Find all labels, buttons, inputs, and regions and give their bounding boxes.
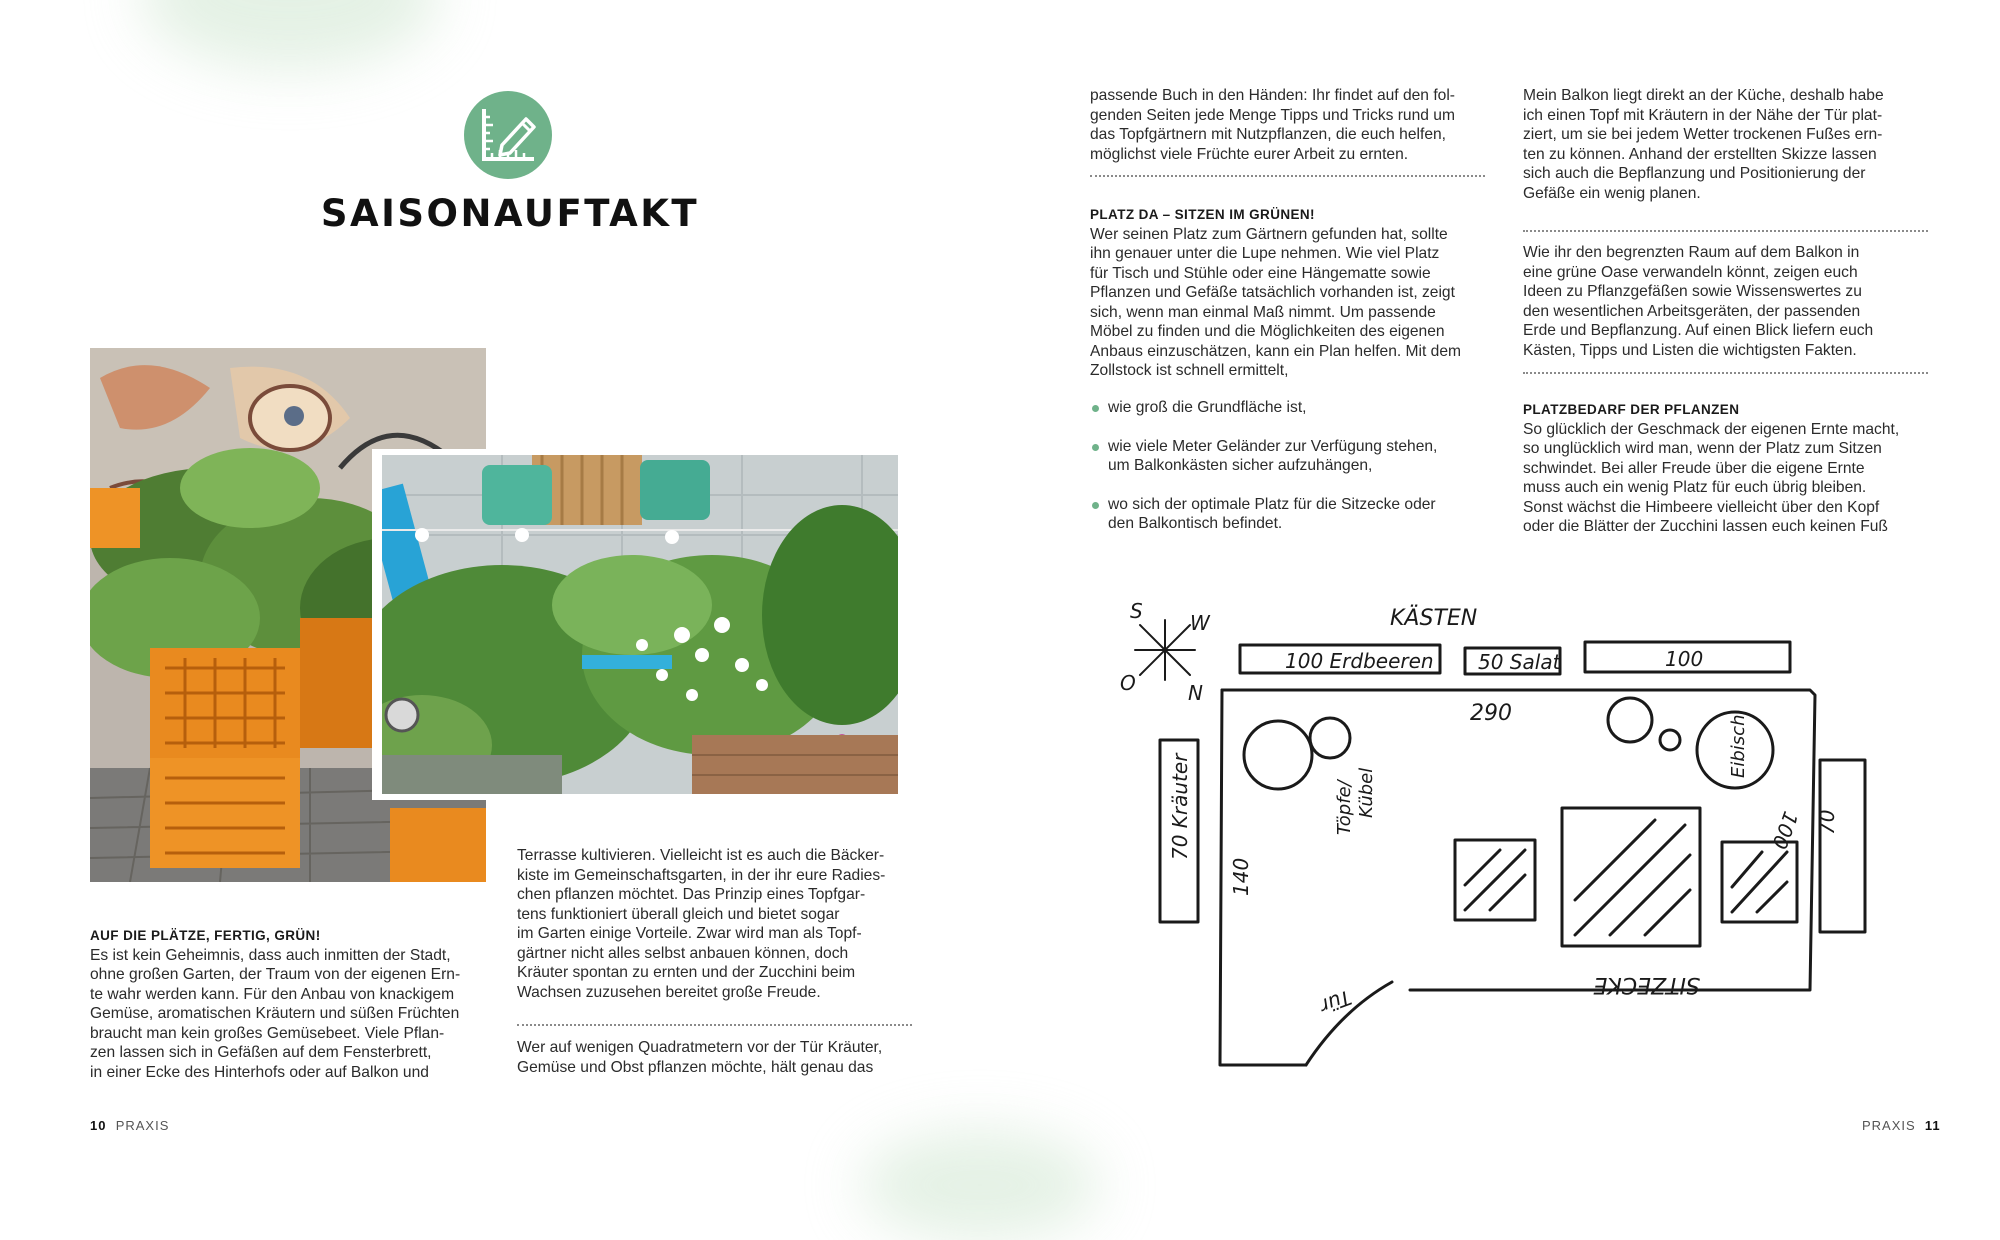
text-line: muss auch ein wenig Platz für euch übrig bleiben.: [1523, 479, 1867, 496]
text-line: chen pflanzen möchtet. Das Prinzip eines Topfgar-: [517, 886, 866, 903]
bullet-item: [1090, 437, 1470, 476]
text-line: sich auch die Bepflanzung und Positionierung der: [1523, 165, 1866, 182]
text-line: im Garten einige Vorteile. Zwar wird man als Topf-: [517, 925, 862, 942]
kaesten-label: KÄSTEN: [1390, 606, 1478, 631]
text-line: wie viele Meter Geländer zur Verfügung stehen,: [1108, 437, 1438, 455]
text-line: Sonst wächst die Himbeere vielleicht über den Kopf: [1523, 498, 1880, 516]
text-line: um Balkonkästen sicher aufzuhängen,: [1108, 457, 1373, 474]
watercolor-wash-bottom: [860, 1130, 1100, 1240]
column-4: [1523, 86, 1933, 203]
dotted-divider: [1090, 175, 1485, 177]
text-line: Terrasse kultivieren. Vielleicht ist es auch die Bäcker-: [517, 847, 885, 864]
text-line: Wachsen zuzusehen bereitet große Freude.: [517, 983, 821, 1001]
text-line: sich, wenn man einmal Maß nimmt. Um passende: [1090, 303, 1436, 321]
pot-circle: [1310, 718, 1350, 758]
text-line: Erde und Bepflanzung. Auf einen Blick liefern euch: [1523, 322, 1874, 339]
pot-circle: [1608, 698, 1652, 742]
right-label: 100: [1767, 808, 1803, 853]
compass-label: N: [1188, 681, 1203, 705]
text-line: in einer Ecke des Hinterhofs oder auf Balkon und: [90, 1063, 429, 1081]
pots-label: Töpfe/: [1334, 780, 1355, 835]
chair: [1722, 842, 1797, 922]
text-line: zen lassen sich in Gefäßen auf dem Fensterbrett,: [90, 1044, 432, 1061]
pots-label: Kübel: [1356, 767, 1377, 818]
text-line: wo sich der optimale Platz für die Sitzecke oder: [1108, 495, 1436, 513]
sitzecke-label: SITZECKE: [1593, 972, 1700, 997]
folio-left: [90, 1118, 169, 1133]
text-line: für Tisch und Stühle oder eine Hängematte sowie: [1090, 264, 1431, 282]
column-4b: [1523, 243, 1933, 360]
text-line: gärtner nicht alles selbst anbauen können, doch: [517, 944, 849, 962]
text-line: ziert, um sie bei jedem Wetter trockenen Fußes ern-: [1523, 126, 1883, 143]
ruler-pencil-icon: [464, 91, 552, 179]
text-line: den Balkontisch befindet.: [1108, 515, 1283, 532]
text-line: te wahr werden kann. Für den Anbau von knackigem: [90, 985, 455, 1003]
text-line: Wie ihr den begrenzten Raum auf dem Balkon in: [1523, 244, 1860, 261]
text-line: Möbel zu finden und die Möglichkeiten des eigenen: [1090, 323, 1445, 340]
text-line: oder die Blätter der Zucchini lassen euch keinen Fuß: [1523, 518, 1888, 535]
text-line: kiste im Gemeinschaftsgarten, in der ihr eure Radies-: [517, 866, 886, 884]
column-3: [1090, 86, 1490, 164]
balcony-sketch: [1110, 590, 1890, 1080]
section-heading-platz: PLATZ DA – SITZEN IM GRÜNEN!: [1090, 207, 1315, 222]
pot-circle: [1660, 730, 1680, 750]
plant-box: [1820, 760, 1865, 932]
text-line: Gemüse, aromatischen Kräutern und süßen Früchten: [90, 1005, 460, 1022]
height-label: 140: [1229, 857, 1253, 896]
text-line: ten zu können. Anhand der erstellten Skizze lassen: [1523, 145, 1877, 163]
text-line: Es ist kein Geheimnis, dass auch inmitten der Stadt,: [90, 946, 451, 964]
dotted-divider: [517, 1024, 912, 1026]
text-line: passende Buch in den Händen: Ihr findet auf den fol-: [1090, 87, 1455, 104]
column-2: [517, 846, 917, 1002]
text-line: das Topfgärtnern mit Nutzpflanzen, die euch helfen,: [1090, 126, 1446, 143]
box-label: 100 Erdbeeren: [1285, 649, 1434, 673]
box-label: 70 Kräuter: [1168, 753, 1192, 860]
text-line: tens funktioniert überall gleich und bietet sogar: [517, 905, 840, 923]
text-line: so unglücklich wird man, wenn der Platz zum Sitzen: [1523, 440, 1882, 457]
text-line: Gefäße ein wenig planen.: [1523, 184, 1701, 202]
bullet-list: [1090, 398, 1470, 553]
text-line: schwindet. Bei aller Freude über die eigene Ernte: [1523, 459, 1865, 477]
compass-label: S: [1130, 599, 1143, 623]
text-line: ihn genauer unter die Lupe nehmen. Wie viel Platz: [1090, 245, 1440, 262]
column-1: [90, 926, 490, 1082]
dotted-divider: [1523, 372, 1928, 374]
text-line: möglichst viele Früchte eurer Arbeit zu ernten.: [1090, 145, 1409, 163]
text-line: eine grüne Oase verwandeln könnt, zeigen euch: [1523, 263, 1858, 281]
box-label: 50 Salat: [1478, 650, 1561, 674]
text-line: Kästen, Tipps und Listen die wichtigsten Fakten.: [1523, 341, 1857, 359]
column-2b: [517, 1038, 917, 1077]
watercolor-wash-top: [140, 0, 440, 70]
table: [1562, 808, 1700, 946]
page-title: SAISONAUFTAKT: [320, 192, 700, 235]
width-label: 290: [1470, 701, 1512, 726]
chair: [1455, 840, 1535, 920]
text-line: braucht man kein großes Gemüsebeet. Viele Pflan-: [90, 1024, 445, 1042]
compass-label: O: [1120, 671, 1136, 695]
folio-label: PRAXIS: [1862, 1118, 1916, 1133]
compass-icon: [1135, 620, 1195, 680]
text-line: So glücklich der Geschmack der eigenen Ernte macht,: [1523, 420, 1900, 438]
text-line: Wer seinen Platz zum Gärtnern gefunden hat, sollte: [1090, 225, 1448, 243]
folio-right: [1862, 1118, 1941, 1133]
bullet-dot: [1092, 444, 1099, 451]
bullet-dot: [1092, 502, 1099, 509]
box-label: 100: [1665, 647, 1704, 671]
eibisch-label: Eibisch: [1728, 714, 1749, 778]
bullet-dot: [1092, 405, 1099, 412]
text-line: Wer auf wenigen Quadratmetern vor der Tür Kräuter,: [517, 1039, 883, 1056]
page-number: 10: [90, 1118, 107, 1133]
section-heading-platzbedarf: PLATZBEDARF DER PFLANZEN: [1523, 402, 1740, 417]
text-line: genden Seiten jede Menge Tipps und Tricks rund um: [1090, 106, 1455, 124]
text-line: ich einen Topf mit Kräutern in der Nähe der Tür plat-: [1523, 106, 1883, 124]
folio-label: PRAXIS: [115, 1118, 170, 1133]
text-line: wie groß die Grundfläche ist,: [1108, 399, 1307, 416]
text-line: Zollstock ist schnell ermittelt,: [1090, 362, 1289, 379]
text-line: Pflanzen und Gefäße tatsächlich vorhanden ist, zeigt: [1090, 284, 1455, 301]
photo-balcony: [372, 449, 908, 800]
bullet-item: [1090, 495, 1470, 534]
bullet-item: [1090, 398, 1470, 418]
text-line: Mein Balkon liegt direkt an der Küche, deshalb habe: [1523, 87, 1884, 104]
text-line: Kräuter spontan zu ernten und der Zucchini beim: [517, 964, 856, 981]
text-line: Gemüse und Obst pflanzen möchte, hält genau das: [517, 1058, 874, 1076]
door-label: Tür: [1317, 985, 1355, 1019]
box-label: 70: [1815, 809, 1839, 835]
text-line: den wesentlichen Arbeitsgeräten, der passenden: [1523, 302, 1861, 320]
text-line: ohne großen Garten, der Traum von der eigenen Ern-: [90, 966, 461, 983]
column-3-section: [1090, 205, 1490, 381]
section-heading-intro: AUF DIE PLÄTZE, FERTIG, GRÜN!: [90, 928, 321, 943]
page-number: 11: [1924, 1118, 1941, 1133]
pot-circle: [1244, 721, 1312, 789]
text-line: Ideen zu Pflanzgefäßen sowie Wissenswertes zu: [1523, 283, 1862, 300]
column-4-section: [1523, 400, 1933, 537]
dotted-divider: [1523, 230, 1928, 232]
text-line: Anbaus einzuschätzen, kann ein Plan helfen. Mit dem: [1090, 342, 1462, 360]
compass-label: W: [1190, 611, 1210, 635]
